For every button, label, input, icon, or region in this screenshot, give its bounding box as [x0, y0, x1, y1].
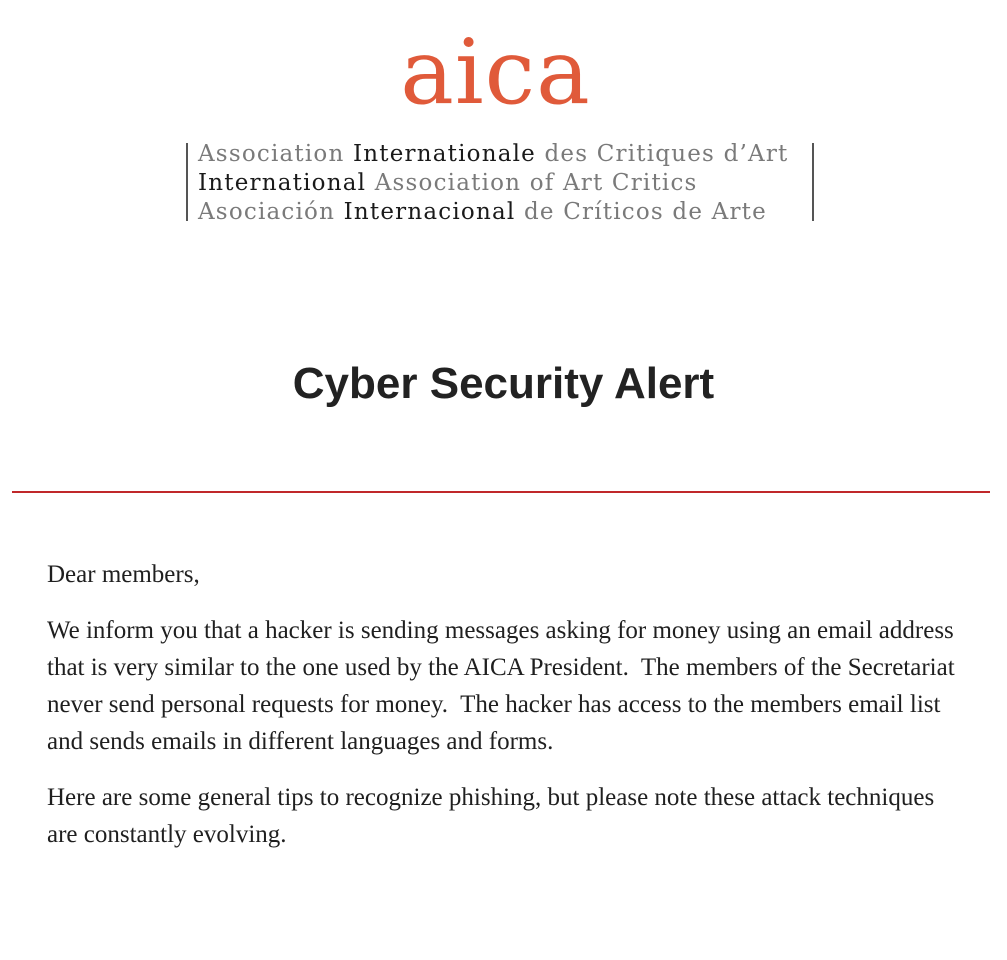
tagline-left-rule	[186, 143, 188, 221]
page-title: Cyber Security Alert	[292, 359, 715, 408]
tagline-french: Association Internationale des Critiques d’Art	[198, 141, 789, 167]
tagline-right-rule	[812, 143, 814, 221]
greeting: Dear members,	[47, 561, 200, 588]
tagline-english: International Association of Art Critics	[198, 170, 698, 196]
paragraph-warning: We inform you that a hacker is sending messages asking for money using an email address that is very similar to the one used by the AICA President. The members of the Secretariat never send personal requests for money. The hacker has access to the members email list and sends emails in different languages and forms.	[47, 617, 955, 755]
logo-tagline	[186, 140, 814, 225]
tagline-spanish: Asociación Internacional de Críticos de Arte	[198, 199, 767, 225]
aica-logo: aica	[400, 20, 591, 125]
paragraph-tips-intro: Here are some general tips to recognize phishing, but please note these attack techniques are constantly evolving.	[47, 784, 935, 848]
title-divider	[12, 491, 990, 493]
tagline-lines	[198, 140, 788, 227]
message-body	[47, 556, 967, 872]
